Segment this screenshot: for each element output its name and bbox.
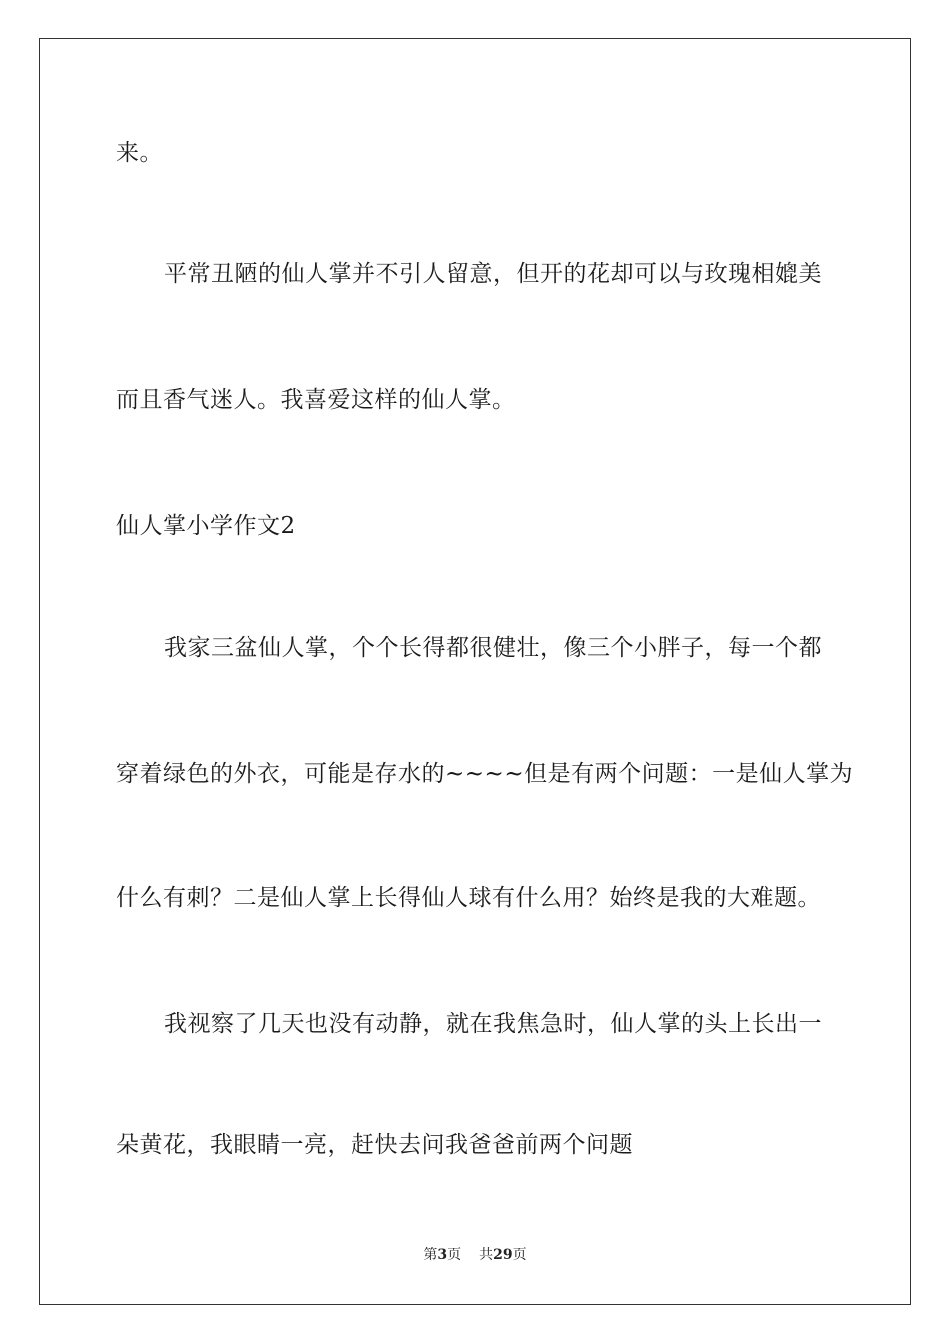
footer-page-prefix: 第 xyxy=(423,1247,438,1263)
paragraph-start-line: 平常丑陋的仙人掌并不引人留意，但开的花却可以与玫瑰相媲美 xyxy=(164,261,822,287)
footer-page-number: 3 xyxy=(437,1247,448,1263)
text-line-7: 什么有刺？二是仙人掌上长得仙人球有什么用？始终是我的大难题。 xyxy=(116,885,821,911)
page-footer xyxy=(0,1246,950,1264)
text-line-1: 来。 xyxy=(116,140,163,166)
footer-total-prefix: 共 xyxy=(479,1247,494,1263)
footer-total-pages: 29 xyxy=(493,1247,513,1263)
text-line-9: 朵黄花，我眼睛一亮，赶快去问我爸爸前两个问题 xyxy=(116,1132,633,1158)
footer-page-suffix: 页 xyxy=(447,1247,462,1263)
paragraph-start-line: 我家三盆仙人掌，个个长得都很健壮，像三个小胖子，每一个都 xyxy=(164,635,822,661)
text-line-3: 而且香气迷人。我喜爱这样的仙人掌。 xyxy=(116,387,516,413)
footer-total-suffix: 页 xyxy=(512,1247,527,1263)
page-border xyxy=(39,38,911,1305)
paragraph-start-line: 我视察了几天也没有动静，就在我焦急时，仙人掌的头上长出一 xyxy=(164,1011,822,1037)
section-heading: 仙人掌小学作文2 xyxy=(116,513,296,539)
text-line-6: 穿着绿色的外衣，可能是存水的~~~~但是有两个问题：一是仙人掌为 xyxy=(116,761,854,787)
